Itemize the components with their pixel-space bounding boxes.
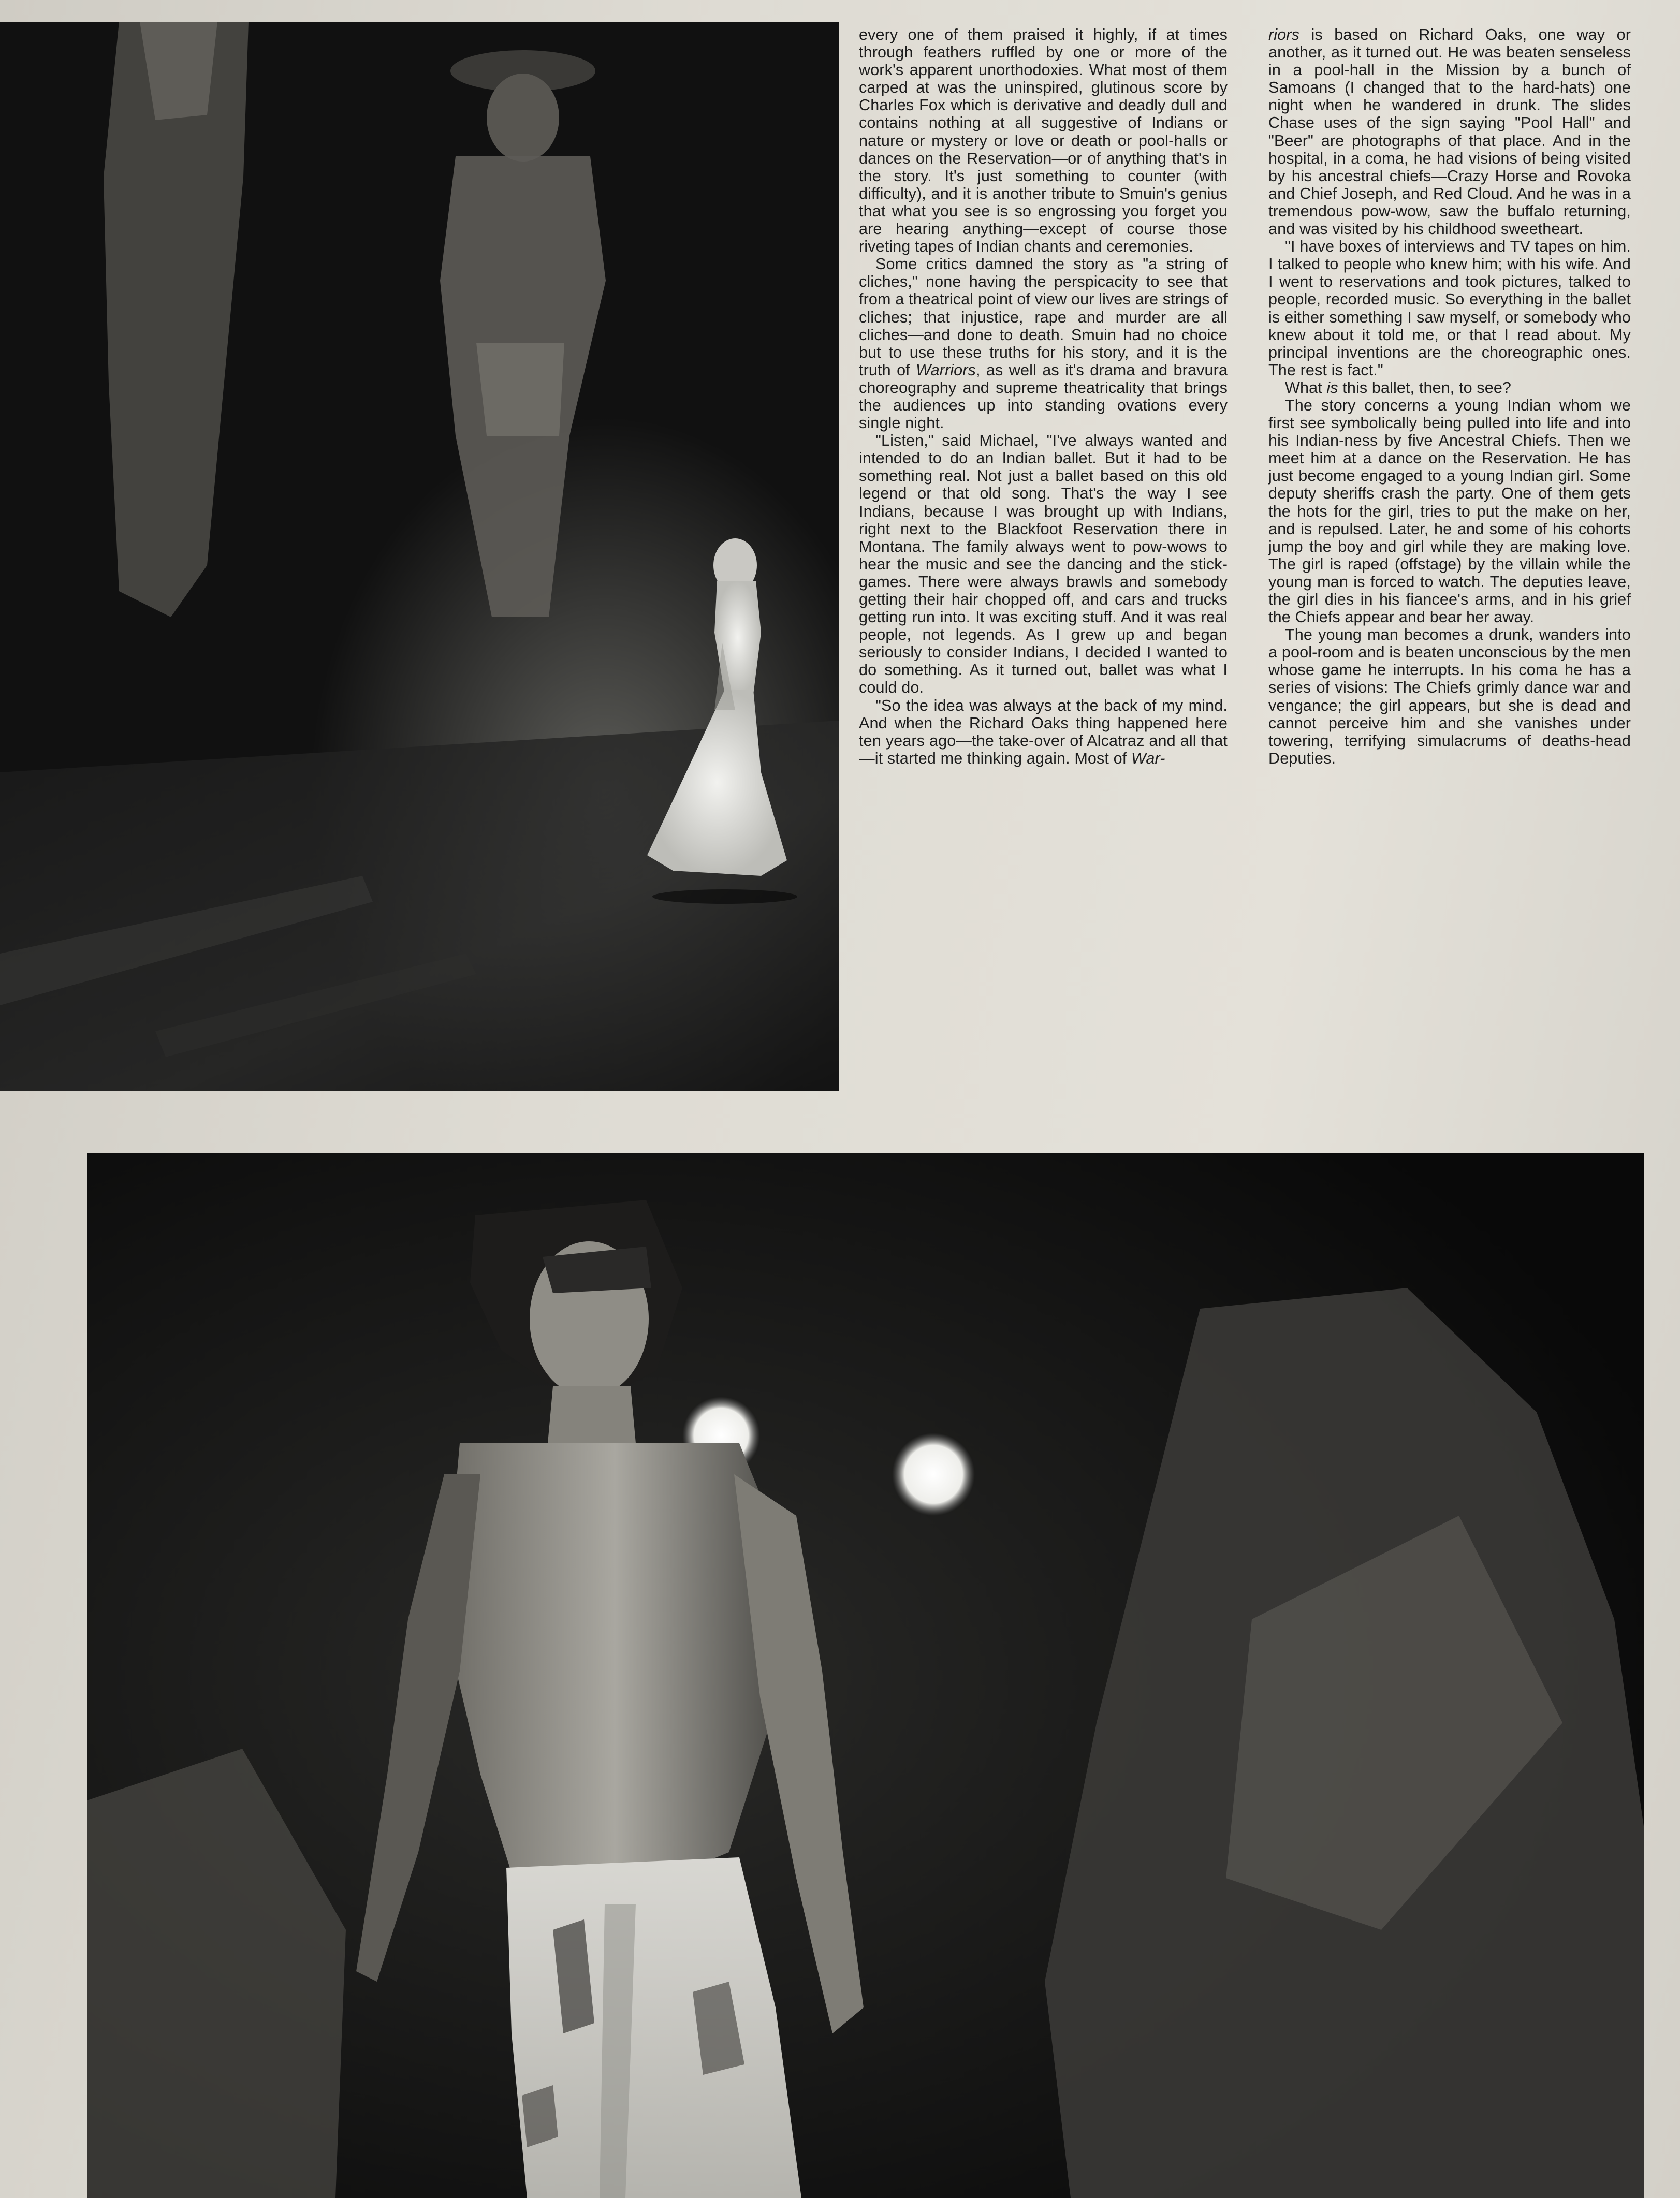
paragraph: every one of them praised it highly, if at times through feathers ruffled by one or more of the work's apparent unorthodoxies. What most of them carped at was the uninspired, glutinous score by Charles Fox which is derivative and deadly dull and contains nothing at all suggestive of Indians or nature or mystery or love or death or pool-halls or dances on the Reservation—or of anything that's in the story. It's just something to counter (with difficulty), and it is another tribute to Smuin's genius that what you see is so engrossing you forget you are hearing anything—except of course those riveting tapes of Indian chants and ceremonies.: [859, 26, 1228, 256]
paragraph: "I have boxes of interviews and TV tapes on him. I talked to people who knew him; with his wife. And I went to reservations and took pictures, talked to people, recorded music. So everything in the ballet is either something I saw myself, or somebody who knew about it told me, or that I read about. My principal inventions are the choreographic ones. The rest is fact.": [1268, 238, 1631, 379]
paragraph: "So the idea was always at the back of my mind. And when the Richard Oaks thing happened here ten years ago—the take-over of Alcatraz and all that—it started me thinking again. Most of War-: [859, 696, 1228, 767]
paragraph: "Listen," said Michael, "I've always wanted and intended to do an Indian ballet. But it had to be something real. Not just a ballet based on this old legend or that old song. That's the way I see Indians, because I was brought up with Indians, right next to the Blackfoot Reservation there in Montana. The family always went to pow-wows to hear the music and see the dancing and the stick-games. There were always brawls and somebody getting their hair chopped off, and cars and trucks getting run into. It was exciting stuff. And it was real people, not legends. As I grew up and began seriously to consider Indians, I decided I wanted to do something. As it turned out, ballet was what I could do.: [859, 432, 1228, 697]
article-column-1: [859, 26, 1228, 1123]
paragraph: What is this ballet, then, to see?: [1285, 378, 1512, 397]
stage-photo-shirtless-dancer: [87, 1153, 1644, 2198]
stage-photo-woman-in-white-dress: [0, 22, 839, 1091]
paragraph: riors is based on Richard Oaks, one way or another, as it turned out. He was beaten senseless in a pool-hall in the Mission by a bunch of Samoans (I changed that to the hard-hats) one night when he wandered in drunk. The slides Chase uses of the sign saying "Pool Hall" and "Beer" are photographs of that place. And in the hospital, in a coma, he had visions of being visited by his ancestral chiefs—Crazy Horse and Rovoka and Chief Joseph, and Red Cloud. And he was in a tremendous pow-wow, saw the buffalo returning, and was visited by his childhood sweetheart.: [1268, 26, 1631, 238]
article-column-2: [1268, 26, 1631, 1123]
paragraph: Some critics damned the story as "a string of cliches," none having the perspicacity to see that from a theatrical point of view our lives are strings of cliches; that injustice, rape and murder are all cliches—and done to death. Smuin had no choice but to use these truths for his story, and it is the truth of Warriors, as well as it's drama and bravura choreography and supreme theatricality that brings the audiences up into standing ovations every single night.: [859, 255, 1228, 432]
paragraph: The story concerns a young Indian whom we first see symbolically being pulled into life and into his Indian-ness by five Ancestral Chiefs. Then we meet him at a dance on the Reservation. He has just become engaged to a young Indian girl. Some deputy sheriffs crash the party. One of them gets the hots for the girl, tries to put the make on her, and is repulsed. Later, he and some of his cohorts jump the boy and girl while they are making love. The girl is raped (offstage) by the villain while the young man is forced to watch. The deputies leave, the girl dies in his fiancee's arms, and in his grief the Chiefs appear and bear her away.: [1268, 396, 1631, 626]
paragraph: The young man becomes a drunk, wanders into a pool-room and is beaten unconscious by the men whose game he interrupts. In his coma he has a series of visions: The Chiefs grimly dance war and vengance; the girl appears, but she is dead and cannot perceive him and she vanishes under towering, terrifying simulacrums of deaths-head Deputies.: [1268, 626, 1631, 767]
